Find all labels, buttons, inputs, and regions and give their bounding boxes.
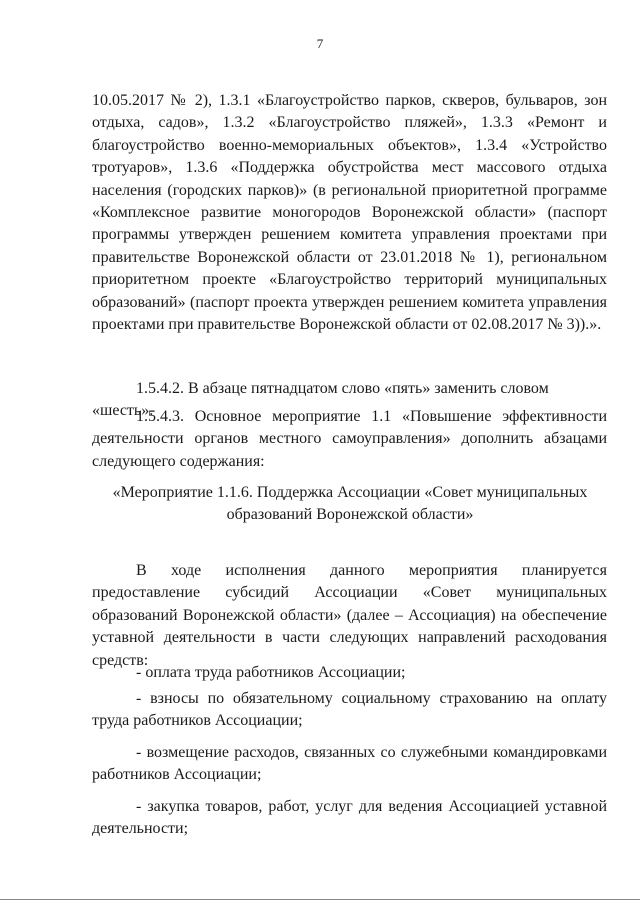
section-heading: «Мероприятие 1.1.6. Поддержка Ассоциации «Совет муниципальных образований Воронежской области»: [112, 484, 588, 524]
list-item: - возмещение расходов, связанных со служебными командировками работников Ассоциации;: [92, 744, 607, 784]
paragraph-continuation: 10.05.2017 № 2), 1.3.1 «Благоустройство парков, скверов, бульваров, зон отдыха, садов», 1.3.2 «Благоустройство пляжей», 1.3.3 «Ремонт и благоустройство военно-мемориальных объектов», 1.3.4 «Устройство тротуаров», 1.3.6 «Поддержка обустройства мест массового отдыха населения (городских парков)» (в региональной приоритетной программе «Комплексное развитие моногородов Воронежской области» (паспорт программы утвержден решением комитета управления проектами при правительстве Воронежской области от 23.01.2018 № 1), региональном приоритетном проекте «Благоустройство территорий муниципальных образований» (паспорт проекта утвержден решением комитета управления проектами при правительстве Воронежской области от 02.08.2017 № 3)).».: [92, 92, 607, 334]
list-item: - закупка товаров, работ, услуг для ведения Ассоциацией уставной деятельности;: [92, 798, 607, 838]
scan-edge-line: [0, 899, 640, 900]
list-item: - оплата труда работников Ассоциации;: [136, 664, 406, 681]
paragraph-subsidy-description: В ходе исполнения данного мероприятия планируется предоставление субсидий Ассоциации «Совет муниципальных образований Воронежской области» (далее – Ассоциация) на обеспечение уставной деятельности в части следующих направлений расходования средств:: [92, 562, 607, 669]
paragraph-amendment-1-5-4-2: 1.5.4.2. В абзаце пятнадцатом слово «пять» заменить словом «шесть».: [92, 380, 549, 420]
list-item: - взносы по обязательному социальному страхованию на оплату труда работников Ассоциации;: [92, 690, 607, 730]
paragraph-amendment-1-5-4-3: 1.5.4.3. Основное мероприятие 1.1 «Повышение эффективности деятельности органов местного самоуправления» дополнить абзацами следующего содержания:: [92, 408, 607, 470]
page-number: 7: [316, 36, 324, 51]
